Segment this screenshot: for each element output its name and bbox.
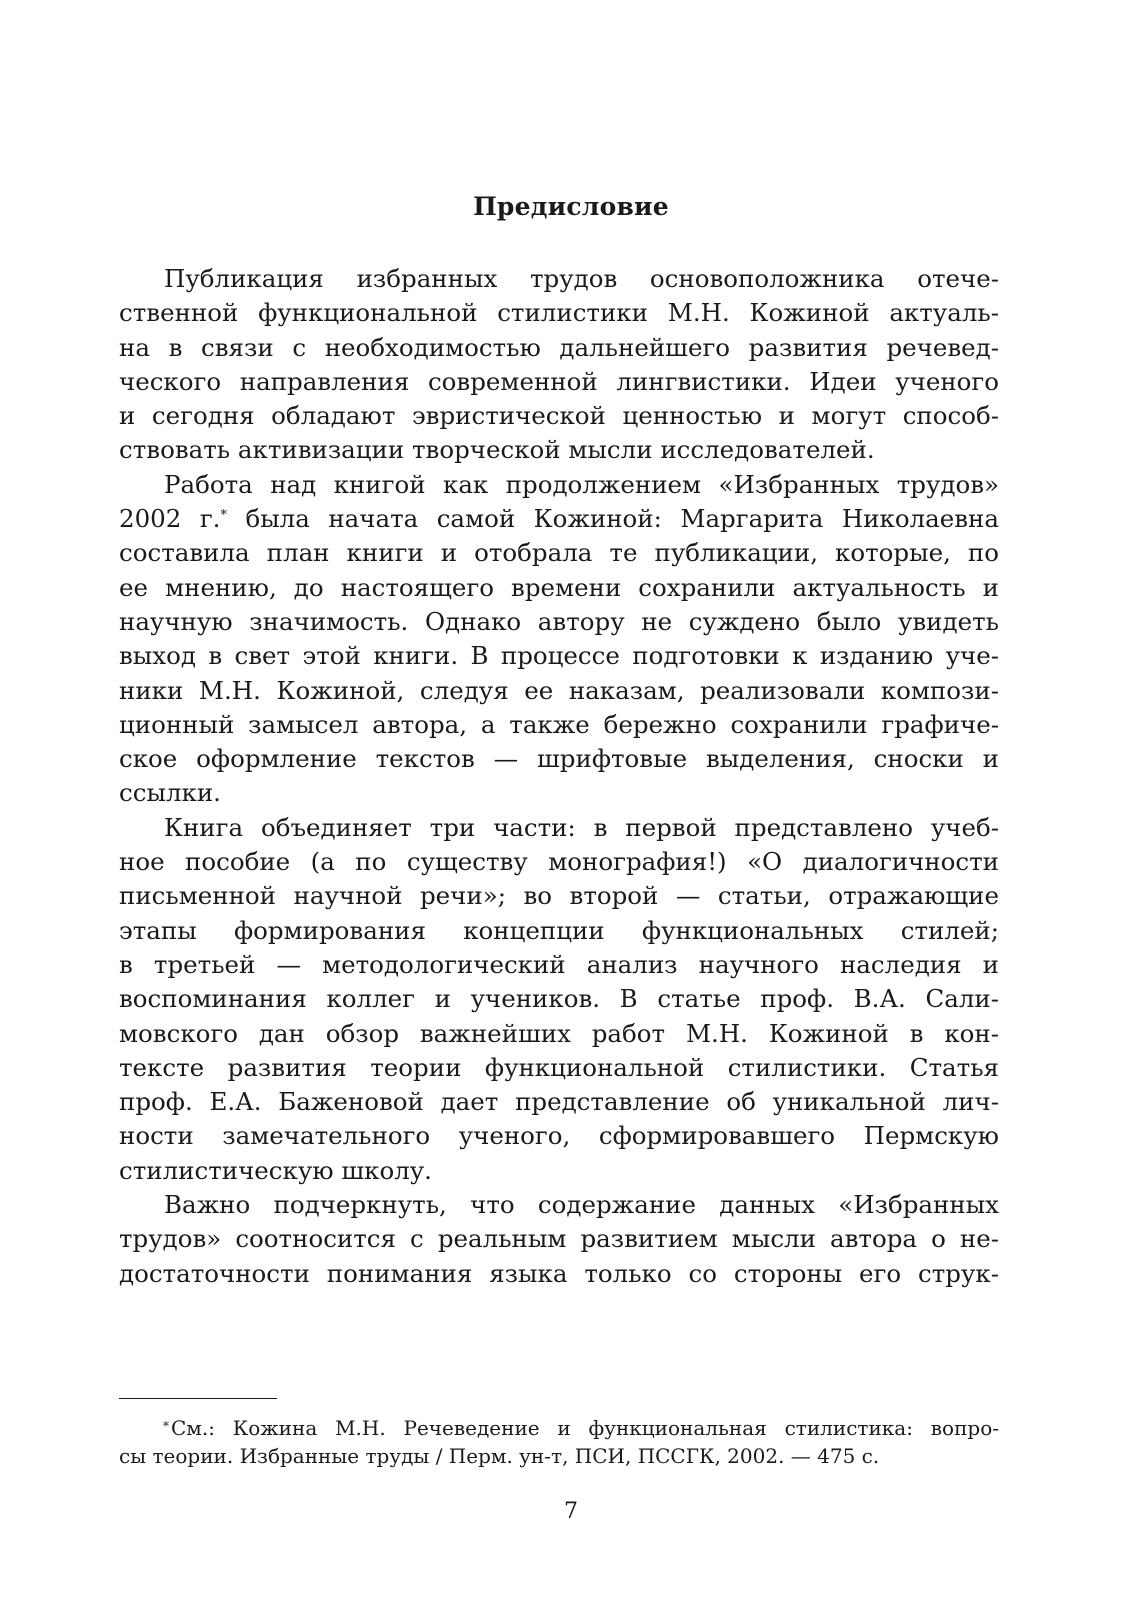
text-line: письменной научной речи»; во второй — статьи, отражающие (119, 881, 999, 911)
text-line: на в связи с необходимостью дальнейшего развития речевед- (119, 332, 999, 362)
footnote-reference: * (220, 508, 227, 524)
text-line: трудов» соотносится с реальным развитием мысли автора о не- (119, 1224, 999, 1254)
text-fragment: была начата самой Кожиной: Маргарита Николаевна (245, 504, 999, 534)
text-line: Важно подчеркнуть, что содержание данных «Избранных (164, 1190, 999, 1220)
text-line: ности замечательного ученого, сформировавшего Пермскую (119, 1121, 999, 1151)
text-line: стилистическую школу. (119, 1155, 432, 1185)
text-line: Публикация избранных трудов основоположника отече- (164, 264, 999, 293)
text-line: ствовать активизации творческой мысли исследователей. (119, 435, 875, 465)
footnote-divider (119, 1398, 277, 1399)
text-line: ее мнению, до настоящего времени сохранили актуальность и (119, 572, 999, 602)
text-line: этапы формирования концепции функциональных стилей; (119, 915, 999, 945)
text-line: ственной функциональной стилистики М.Н. Кожиной актуаль- (119, 298, 999, 328)
footnote-marker: * (163, 1419, 169, 1433)
text-line: Книга объединяет три части: в первой представлено учеб- (164, 812, 999, 842)
text-line: проф. Е.А. Баженовой дает представление об уникальной лич- (119, 1087, 999, 1117)
text-line: тексте развития теории функциональной стилистики. Статья (119, 1052, 999, 1082)
text-line: мовского дан обзор важнейших работ М.Н. Кожиной в кон- (119, 1018, 999, 1048)
text-line: ники М.Н. Кожиной, следуя ее наказам, реализовали компози- (119, 675, 999, 705)
text-fragment: 2002 г. (119, 504, 221, 534)
text-line: ное пособие (а по существу монография!) «О диалогичности (119, 847, 999, 877)
page-number: 7 (564, 1499, 578, 1524)
text-line: ское оформление текстов — шрифтовые выделения, сноски и (119, 744, 999, 774)
footnote-line: сы теории. Избранные труды / Перм. ун-т, ПСИ, ПССГК, 2002. — 475 с. (119, 1444, 880, 1468)
footnote-line (119, 1414, 999, 1442)
text-line: в третьей — методологический анализ научного наследия и (119, 949, 999, 979)
text-line: выход в свет этой книги. В процессе подготовки к изданию уче- (119, 641, 999, 671)
footnote-text: См.: Кожина М.Н. Речеведение и функциональная стилистика: вопро- (171, 1416, 999, 1440)
text-line: ционный замысел автора, а также бережно сохранили графиче- (119, 709, 999, 739)
text-line: воспоминания коллег и учеников. В статье проф. В.А. Сали- (119, 984, 999, 1014)
text-line: ческого направления современной лингвистики. Идеи ученого (119, 366, 999, 396)
body-text (119, 262, 999, 1291)
text-line: Работа над книгой как продолжением «Избранных трудов» (164, 469, 999, 499)
text-line: составила план книги и отобрала те публикации, которые, по (119, 538, 999, 568)
footnote (119, 1414, 999, 1470)
page-title: Предисловие (473, 192, 669, 221)
text-line: достаточности понимания языка только со стороны его струк- (119, 1258, 999, 1288)
text-line-with-footnote-ref (119, 502, 999, 536)
text-line: научную значимость. Однако автору не суждено было увидеть (119, 606, 999, 636)
text-line: и сегодня обладают эвристической ценностью и могут способ- (119, 401, 999, 431)
text-line: ссылки. (119, 778, 221, 808)
